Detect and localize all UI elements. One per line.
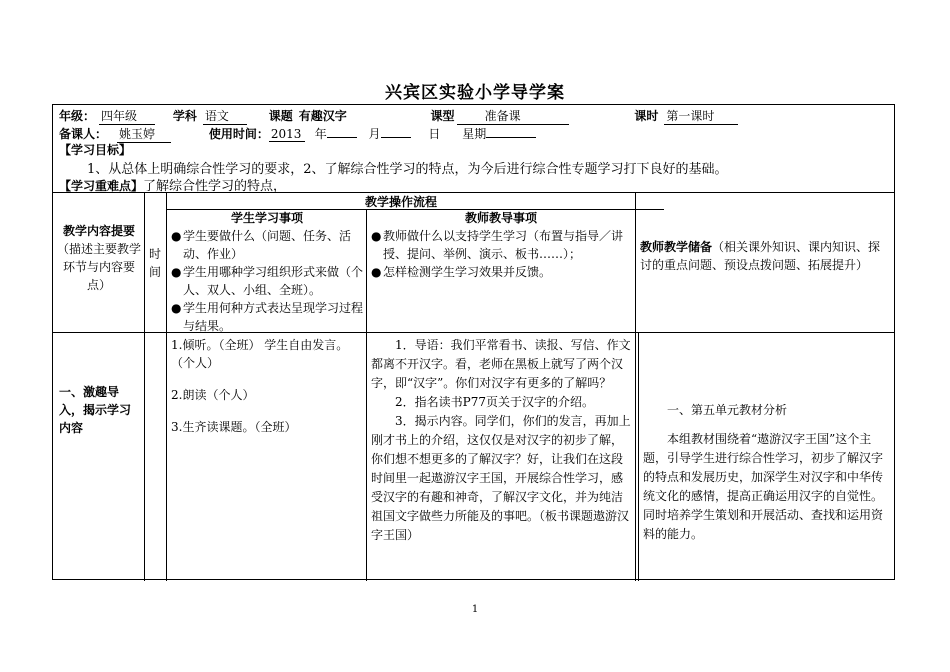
student-item-text: 学生用何种方式表达呈现学习过程与结果。	[183, 301, 364, 333]
section-1-reserve	[643, 401, 889, 544]
col-line-3	[366, 209, 367, 581]
preparer-value: 姚玉婷	[117, 125, 171, 143]
month-unit: 月	[368, 127, 381, 141]
key-points-label: 【学习重难点】	[59, 179, 144, 193]
goals-text: 1、从总体上明确综合性学习的要求，2、了解综合性学习的特点，为今后进行综合性专题学习打下良好的基础。	[87, 162, 728, 177]
section-1-title: 一、激趣导入，揭示学习内容	[59, 385, 132, 435]
flow-header: 教学操作流程	[364, 195, 437, 209]
topic-label: 课题	[268, 109, 293, 123]
section-1-student-steps	[171, 336, 363, 436]
weekday-blank	[486, 137, 536, 138]
section-1-teacher-guidance	[371, 336, 631, 545]
student-item	[171, 227, 363, 263]
lesson-plan-table	[52, 104, 895, 580]
reserve-heading: 一、第五单元教材分析	[667, 403, 788, 417]
teacher-paragraph: 1．导语：我们平常看书、读报、写信、作文都离不开汉字。看，老师在黑板上就写了两个汉字，即“汉字”。你们对汉字有更多的了解吗？	[371, 338, 631, 390]
student-item-text: 学生用哪种学习组织形式来做（个人、双人、小组、全班）。	[183, 265, 364, 297]
col-line-1	[144, 192, 145, 581]
content-summary-header	[57, 222, 141, 294]
document-title: 兴宾区实验小学导学案	[385, 83, 565, 103]
student-header-title: 学生学习事项	[230, 211, 303, 225]
content-summary-subtitle: （描述主要教学环节与内容要点）	[57, 242, 142, 292]
page-number: 1	[471, 604, 479, 615]
day-blank	[381, 137, 411, 138]
teacher-item-text: 怎样检测学生学习效果并反馈。	[383, 265, 552, 279]
preparer-label: 备课人：	[59, 127, 108, 141]
bullet-icon: ●	[371, 229, 382, 243]
info-row-1	[59, 107, 738, 125]
student-item	[171, 299, 363, 335]
student-step: 3.生齐读课题。（全班）	[171, 420, 297, 434]
teacher-reserve-header	[640, 238, 890, 274]
teacher-item-text: 教师做什么以支持学生学习（布置与指导／讲授、提问、举例、演示、板书……）；	[383, 229, 624, 261]
student-column-header	[171, 209, 363, 335]
content-summary-title: 教学内容提要	[62, 224, 135, 238]
bullet-icon: ●	[371, 265, 382, 279]
col-line-4a	[635, 192, 636, 581]
reserve-subtitle: （相关课外知识、课内知识、探讨的重点问题、预设点拨问题、拓展提升）	[640, 240, 881, 272]
weekday-label: 星期	[462, 127, 487, 141]
teacher-paragraph: 3．揭示内容。同学们，你们的发言，再加上刚才书上的介绍，这仅仅是对汉字的初步了解，你们想不想更多的了解汉字？好，让我们在这段时间里一起遨游汉字王国，开展综合性学习，感受汉字的有趣和神奇，了解汉字文化，并为纯洁祖国文字做些力所能及的事吧。（板书课题遨游汉字王国）	[371, 414, 631, 542]
bullet-icon: ●	[171, 229, 182, 243]
teacher-item	[371, 263, 631, 281]
bullet-icon: ●	[171, 265, 182, 279]
month-blank	[327, 137, 357, 138]
subject-label: 学科	[172, 109, 197, 123]
time-header: 时间	[148, 247, 161, 279]
bullet-icon: ●	[171, 301, 182, 315]
grade-label: 年级：	[59, 109, 96, 123]
type-label: 课型	[430, 109, 455, 123]
col-line-2	[166, 192, 167, 581]
teacher-paragraph: 2．指名读书P77页关于汉字的介绍。	[395, 395, 594, 409]
reserve-title: 教师教学储备	[640, 240, 713, 254]
subject-value: 语文	[203, 107, 247, 125]
year-value: 2013	[269, 127, 305, 142]
period-value: 第一课时	[664, 107, 738, 125]
topic-value: 有趣汉字	[298, 109, 347, 123]
key-points-text: 了解综合性学习的特点，	[143, 179, 287, 194]
day-unit: 日	[428, 127, 441, 141]
teacher-column-header	[371, 209, 631, 281]
teacher-item	[371, 227, 631, 263]
grade-value: 四年级	[99, 107, 155, 125]
teacher-header-title: 教师教导事项	[464, 211, 537, 225]
type-value: 准备课	[457, 107, 569, 125]
col-line-4b	[638, 332, 639, 581]
year-unit: 年	[314, 127, 327, 141]
student-step: 2.朗读（个人）	[171, 388, 255, 402]
period-label: 课时	[634, 109, 659, 123]
reserve-paragraph: 本组教材围绕着“遨游汉字王国”这个主题，引导学生进行综合性学习，初步了解汉字的特点和发展历史，加深学生对汉字和中华传统文化的感情，提高正确运用汉字的自觉性。同时培养学生策划和开展活动、查找和运用资料的能力。	[643, 432, 884, 541]
goals-label: 【学习目标】	[59, 143, 132, 157]
student-step: 1.倾听。（全班） 学生自由发言。（个人）	[171, 338, 349, 370]
student-item-text: 学生要做什么（问题、任务、活动、作业）	[183, 229, 352, 261]
date-label: 使用时间：	[208, 127, 269, 141]
student-item	[171, 263, 363, 299]
